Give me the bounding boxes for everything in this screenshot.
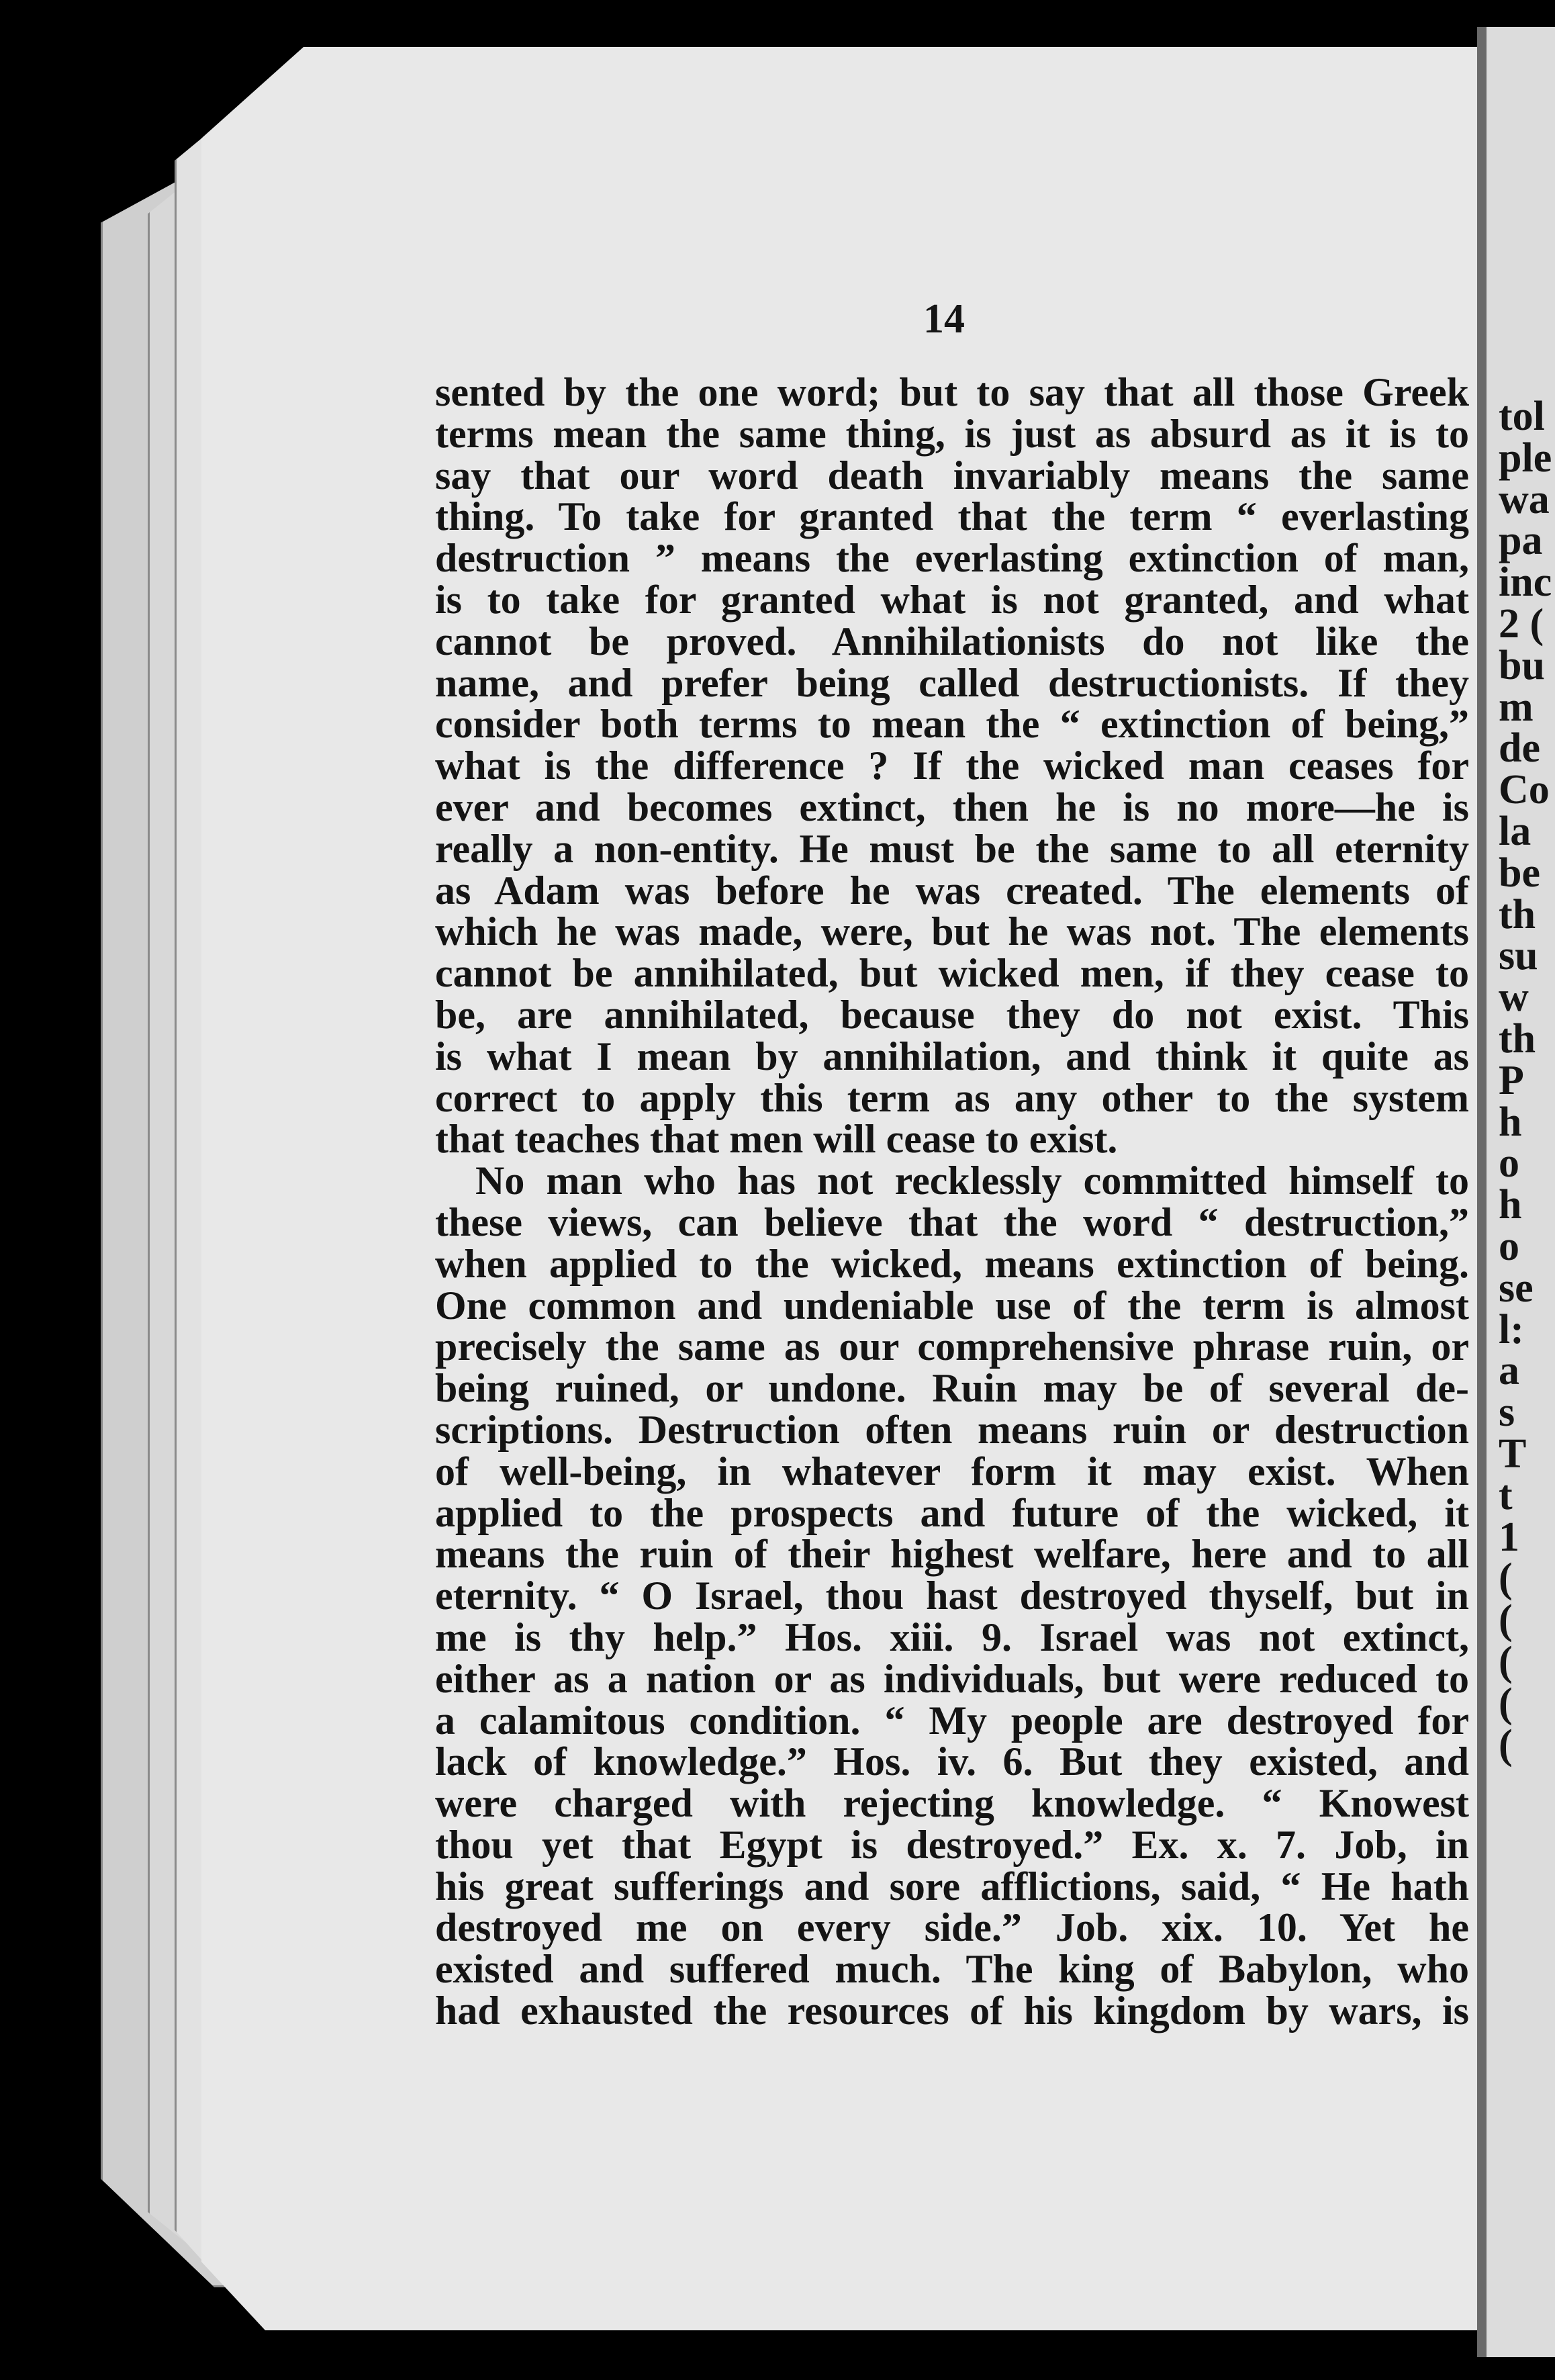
text-line: had exhausted the resources of his kingdom by wars, is <box>435 1988 1469 2033</box>
text-line: thou yet that Egypt is destroyed.” Ex. x. 7. Job, in <box>435 1822 1469 1867</box>
facing-page-fragment: ( <box>1499 1680 1513 1726</box>
body-text <box>435 372 1469 2032</box>
text-line: scriptions. Destruction often means ruin or destruction <box>435 1407 1469 1452</box>
facing-page-fragment: ( <box>1499 1597 1513 1643</box>
facing-page-fragment: o <box>1499 1140 1519 1187</box>
text-line: lack of knowledge.” Hos. iv. 6. But they existed, and <box>435 1739 1469 1784</box>
facing-page-fragment: a <box>1499 1348 1519 1394</box>
facing-page-fragment: wa <box>1499 476 1550 522</box>
facing-page-fragment: s <box>1499 1389 1515 1436</box>
text-line: sented by the one word; but to say that all those Greek <box>435 370 1469 414</box>
facing-page-fragment: tol <box>1499 394 1545 439</box>
facing-page-fragment: m <box>1499 684 1534 730</box>
text-line: precisely the same as our comprehensive phrase ruin, or <box>435 1324 1469 1369</box>
facing-page-fragment: 2 ( <box>1499 600 1544 647</box>
facing-page-fragment: ( <box>1499 1555 1513 1602</box>
text-line: is to take for granted what is not granted, and what <box>435 577 1469 622</box>
facing-page-fragment: l: <box>1499 1306 1524 1353</box>
facing-page-fragment: Co <box>1499 767 1550 813</box>
facing-page-edge <box>1477 27 1555 2357</box>
text-line: No man who has not recklessly committed himself to <box>475 1158 1469 1203</box>
text-line: be, are annihilated, because they do not exist. This <box>435 992 1469 1037</box>
facing-page-fragment: ( <box>1499 1638 1513 1684</box>
text-line: eternity. “ O Israel, thou hast destroyed thyself, but in <box>435 1573 1469 1618</box>
facing-page-fragment: t <box>1499 1472 1513 1518</box>
facing-page-fragment: pa <box>1499 518 1543 564</box>
text-line: as Adam was before he was created. The elements of <box>435 868 1469 913</box>
text-line: terms mean the same thing, is just as absurd as it is to <box>435 411 1469 456</box>
text-line: being ruined, or undone. Ruin may be of several de- <box>435 1366 1469 1411</box>
text-line: One common and undeniable use of the term is almost <box>435 1283 1469 1328</box>
facing-page-text <box>1499 396 1555 1766</box>
text-line: destroyed me on every side.” Job. xix. 10. Yet he <box>435 1905 1469 1950</box>
text-line: destruction ” means the everlasting extinction of man, <box>435 536 1469 581</box>
text-line: me is thy help.” Hos. xiii. 9. Israel was not extinct, <box>435 1614 1469 1659</box>
text-line: of well-being, in whatever form it may exist. When <box>435 1449 1469 1494</box>
facing-page-fragment: th <box>1499 1015 1536 1062</box>
text-line: means the ruin of their highest welfare, here and to all <box>435 1532 1469 1577</box>
facing-page-fragment: w <box>1499 974 1529 1021</box>
text-line: his great sufferings and sore afflictions, said, “ He hath <box>435 1864 1469 1909</box>
facing-page-fragment: P <box>1499 1057 1524 1103</box>
facing-page-fragment: inc <box>1499 559 1552 606</box>
facing-page-fragment: se <box>1499 1265 1534 1311</box>
text-line: which he was made, were, but he was not. The elements <box>435 909 1469 954</box>
facing-page-fragment: de <box>1499 725 1540 772</box>
text-line: a calamitous condition. “ My people are destroyed for <box>435 1698 1469 1743</box>
facing-page-fragment: T <box>1499 1430 1527 1477</box>
text-line: existed and suffered much. The king of Babylon, who <box>435 1947 1469 1992</box>
text-line: is what I mean by annihilation, and think it quite as <box>435 1034 1469 1079</box>
text-line: cannot be proved. Annihilationists do not like the <box>435 619 1469 663</box>
text-line: what is the difference ? If the wicked man ceases for <box>435 743 1469 788</box>
text-line: really a non-entity. He must be the same to all eternity <box>435 826 1469 871</box>
text-line: cannot be annihilated, but wicked men, if they cease to <box>435 951 1469 996</box>
facing-page-fragment: o <box>1499 1223 1519 1269</box>
facing-page-fragment: ple <box>1499 434 1552 481</box>
text-line: these views, can believe that the word “ destruction,” <box>435 1199 1469 1244</box>
facing-page-fragment: th <box>1499 891 1536 937</box>
text-line: thing. To take for granted that the term “ everlasting <box>435 494 1469 539</box>
facing-page-fragment: 1 <box>1499 1514 1519 1560</box>
facing-page-fragment: h <box>1499 1182 1522 1228</box>
text-line: either as a nation or as individuals, but were reduced to <box>435 1656 1469 1701</box>
text-line: consider both terms to mean the “ extinction of being,” <box>435 702 1469 747</box>
facing-page-fragment: su <box>1499 933 1538 979</box>
facing-page-fragment: bu <box>1499 642 1545 688</box>
text-line: that teaches that men will cease to exist. <box>435 1117 1118 1162</box>
text-line: name, and prefer being called destructionists. If they <box>435 660 1469 705</box>
text-line: say that our word death invariably means the same <box>435 453 1469 498</box>
page-number: 14 <box>923 296 965 342</box>
text-line: were charged with rejecting knowledge. “ Knowest <box>435 1781 1469 1826</box>
facing-page-fragment: ( <box>1499 1721 1513 1768</box>
facing-page-fragment: la <box>1499 808 1532 854</box>
text-line: ever and becomes extinct, then he is no more—he is <box>435 784 1469 829</box>
facing-page-fragment: h <box>1499 1099 1522 1145</box>
text-line: when applied to the wicked, means extinction of being. <box>435 1241 1469 1286</box>
text-line: correct to apply this term as any other to the system <box>435 1075 1469 1120</box>
text-line: applied to the prospects and future of the wicked, it <box>435 1490 1469 1535</box>
facing-page-fragment: be <box>1499 850 1540 896</box>
